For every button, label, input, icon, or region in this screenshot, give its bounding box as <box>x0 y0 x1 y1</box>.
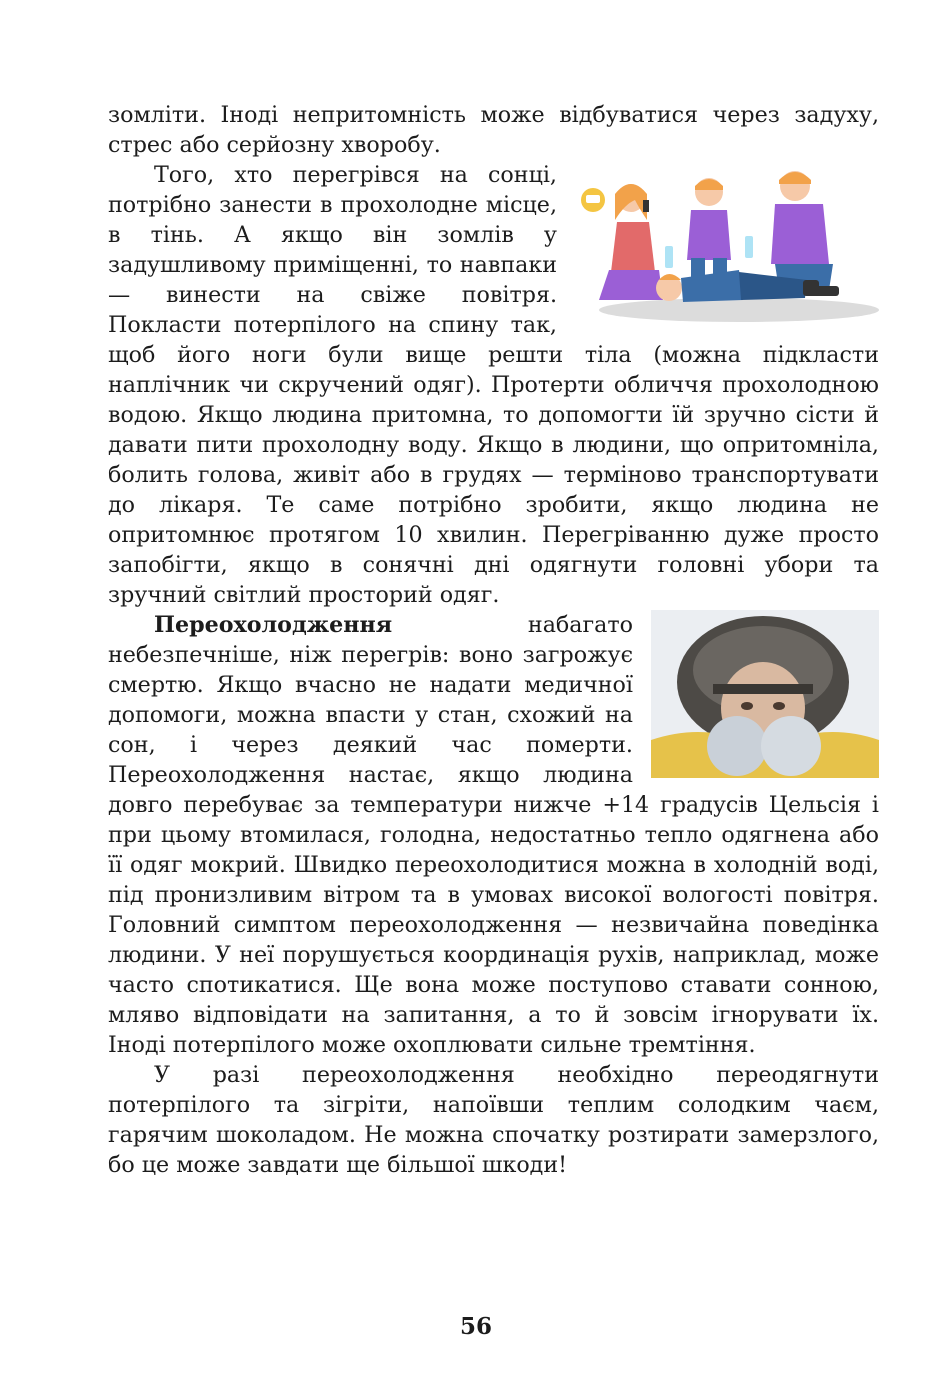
paragraph-2: Того, хто перегрівся на сонці, потрібно занести в прохолодне місце, в тінь. А якщо він зомлів у задушливому приміщенні, то навпаки — винести на свіже повітря. Покласти потерпілого на спину так, щоб його ноги були вище решти тіла (можна підкласти наплічник чи скручений одяг). Протерти обличчя прохолодною водою. Якщо людина притомна, то допомогти їй зручно сісти й давати пити прохолодну воду. Якщо в людини, що опритомніла, болить голова, живіт або в грудях — терміново транспортувати до лікаря. Те саме потрібно зробити, якщо людина не опритомнює протягом 10 хвилин. Перегріванню дуже просто запобігти, якщо в сонячні дні одягнути головні убори та зручний світлий просторий одяг. <box>108 162 879 608</box>
page-number: 56 <box>459 1313 492 1340</box>
term-hypothermia: Переохолодження <box>154 612 393 638</box>
cold-child-photo <box>651 610 879 778</box>
page-content <box>108 100 879 1180</box>
paragraph-1: зомліти. Іноді непритомність може відбуватися через задуху, стрес або серйозну хворобу. <box>108 102 879 158</box>
first-aid-illustration <box>579 160 879 330</box>
paragraph-4: У разі переохолодження необхідно переодягнути потерпілого та зігріти, напоївши теплим солодким чаєм, гарячим шоколадом. Не можна спочатку розтирати замерзлого, бо це може завдати ще більшої шкоди! <box>108 1062 879 1178</box>
paragraph-3-text: набагато небезпечніше, ніж перегрів: воно загрожує смертю. Якщо вчасно не надати медичної допомоги, можна впасти у стан, схожий на сон, і через деякий час померти. Переохолодження настає, якщо людина довго перебуває за температури нижче +14 градусів Цельсія і при цьому втомилася, голодна, недостатньо тепло одягнена або її одяг мокрий. Швидко переохолодитися можна в холодній воді, під пронизливим вітром та в умовах високої вологості повітря. Головний симптом переохолодження — незвичайна поведінка людини. У неї порушується координація рухів, наприклад, може часто спотикатися. Ще вона може поступово ставати сонною, мляво відповідати на запитання, а то й зовсім ігнорувати їх. Іноді потерпілого може охоплювати сильне тремтіння. <box>108 612 879 1058</box>
